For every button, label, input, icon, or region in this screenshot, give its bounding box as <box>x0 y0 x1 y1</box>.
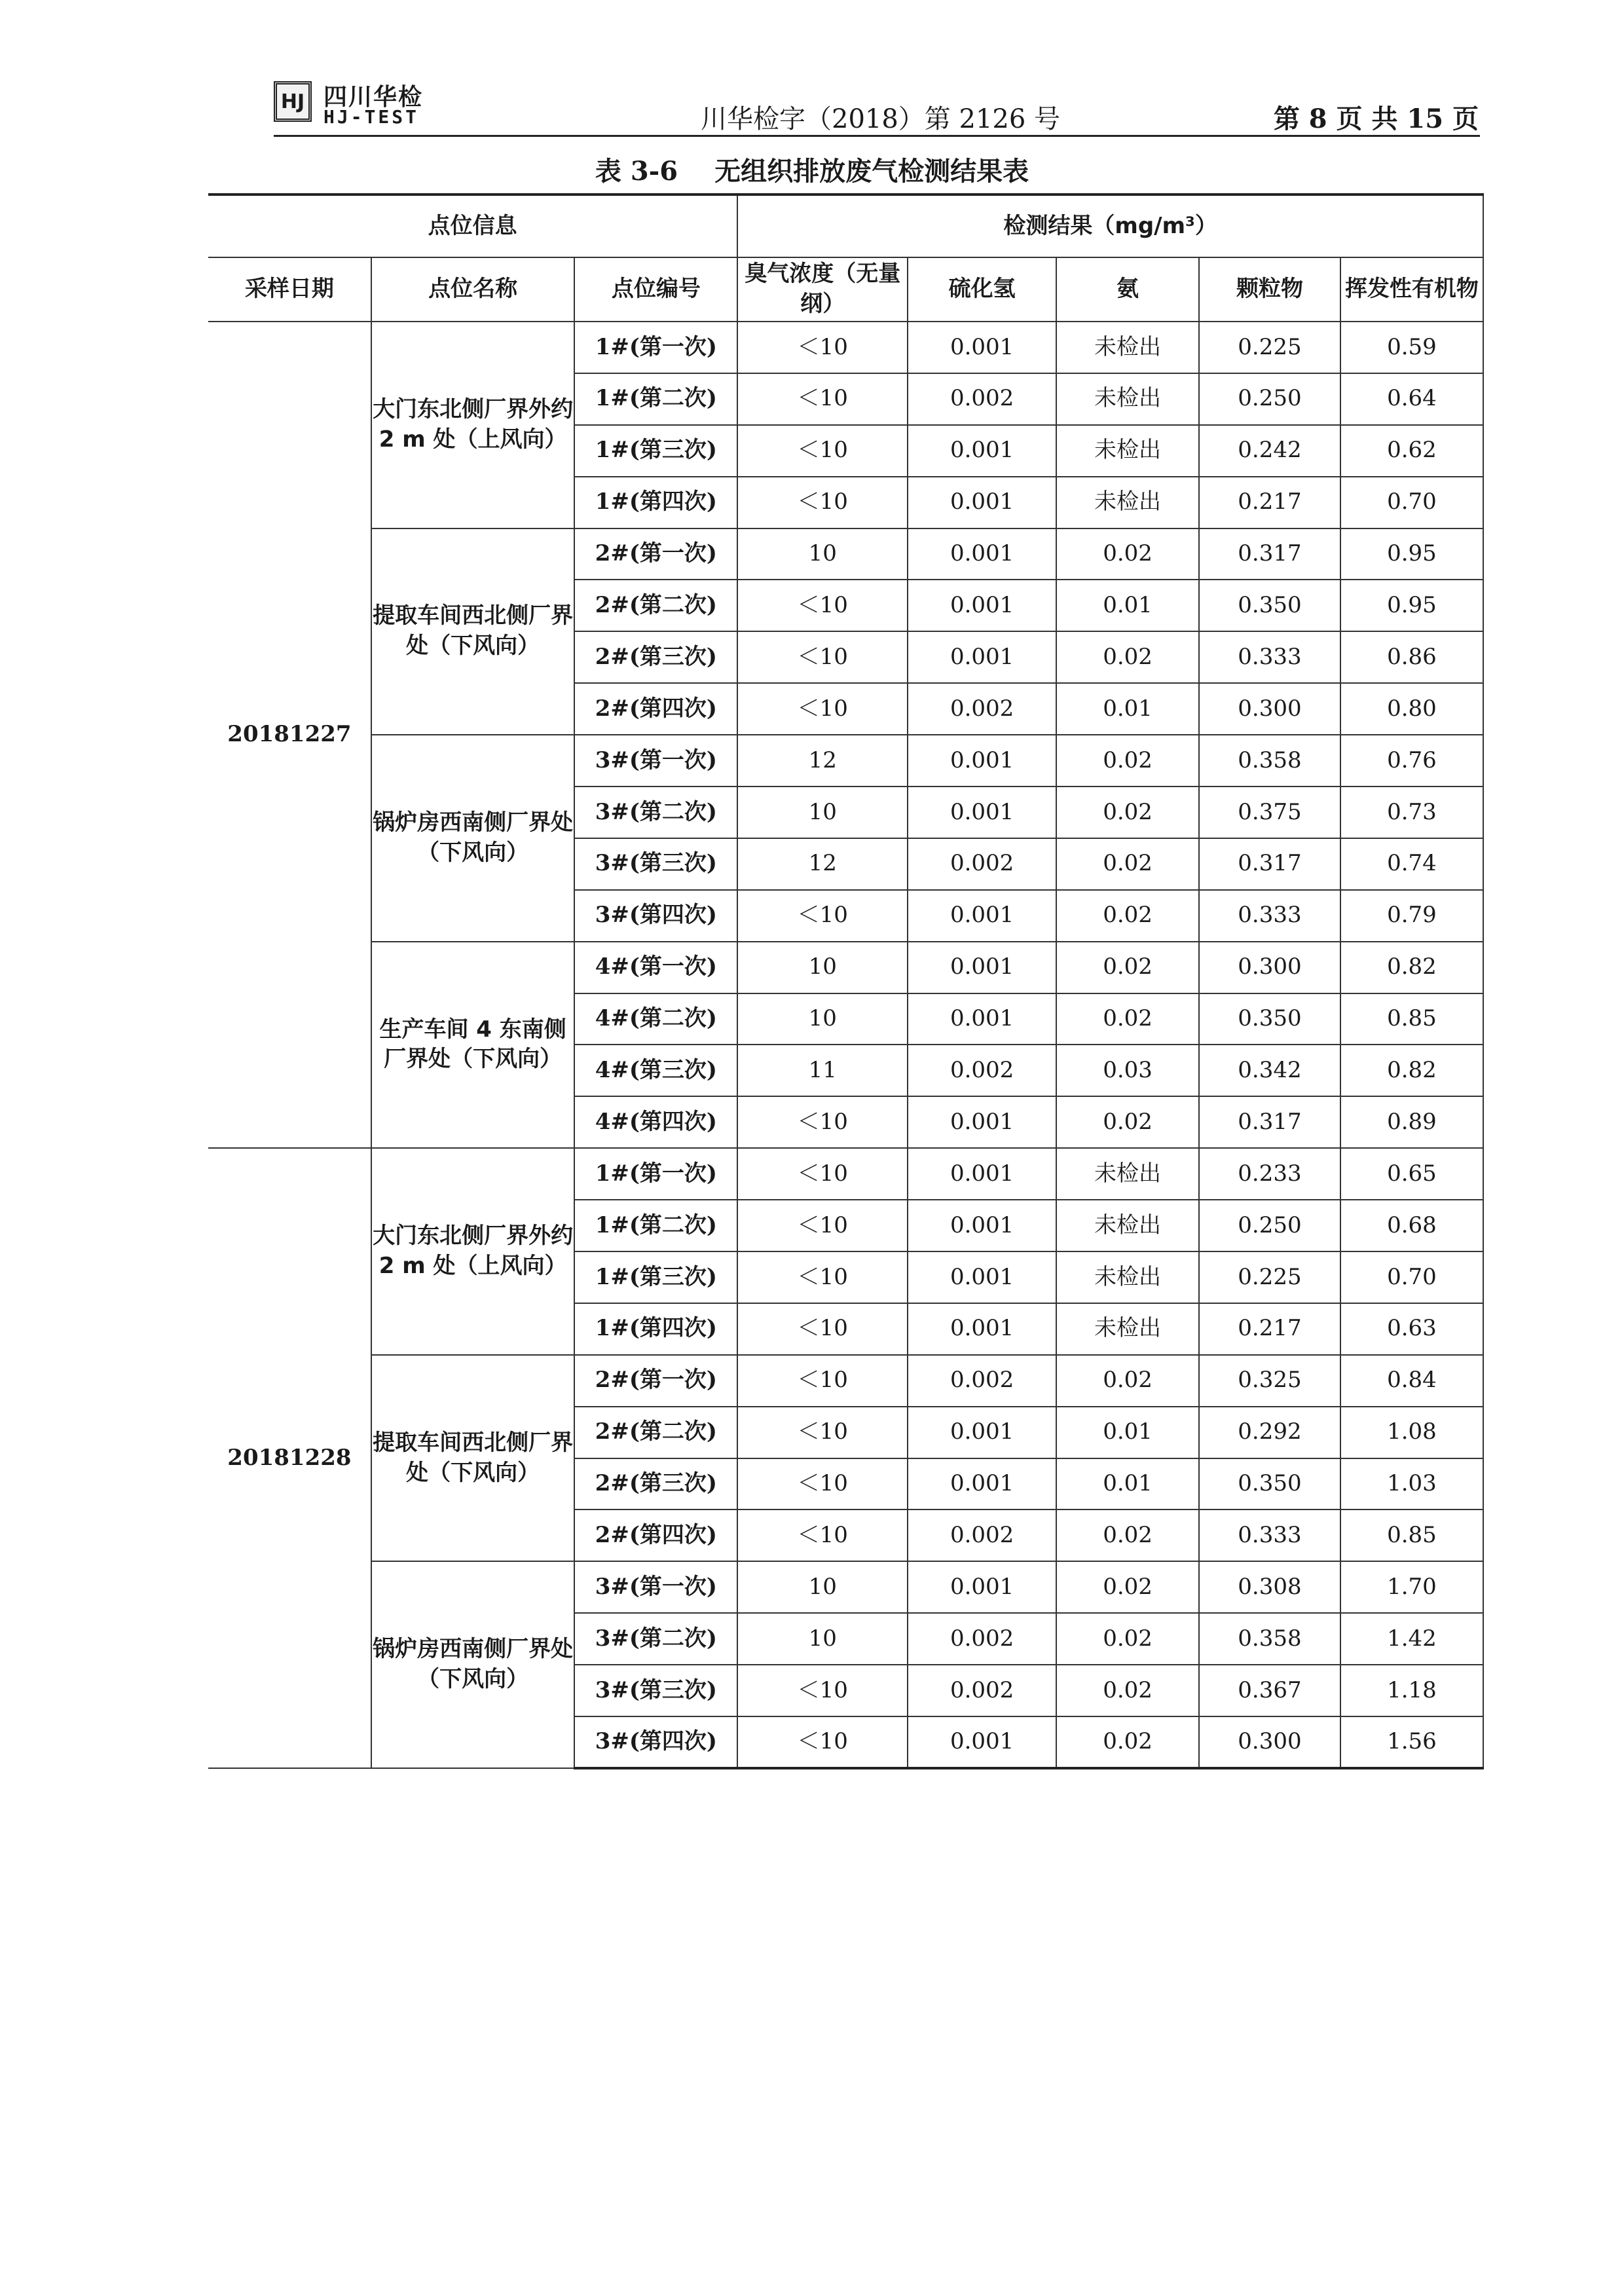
odor-cell: 10 <box>737 528 908 580</box>
h2s-cell: 0.002 <box>908 373 1056 425</box>
odor-cell: ＜10 <box>737 1665 908 1716</box>
voc-cell: 0.85 <box>1340 1509 1483 1561</box>
point-id-cell: 3#(第一次) <box>574 1561 737 1613</box>
particulate-cell: 0.317 <box>1199 528 1340 580</box>
voc-cell: 0.82 <box>1340 1045 1483 1096</box>
particulate-cell: 0.225 <box>1199 1251 1340 1303</box>
table-row <box>208 322 1483 373</box>
ammonia-cell: 0.02 <box>1056 838 1199 890</box>
odor-cell: ＜10 <box>737 1096 908 1148</box>
ammonia-cell: 0.02 <box>1056 1561 1199 1613</box>
ammonia-cell: 0.02 <box>1056 1509 1199 1561</box>
h2s-cell: 0.001 <box>908 580 1056 631</box>
point-id-cell: 1#(第二次) <box>574 1200 737 1251</box>
particulate-cell: 0.217 <box>1199 1303 1340 1355</box>
point-id-cell: 3#(第四次) <box>574 1716 737 1768</box>
particulate-cell: 0.358 <box>1199 735 1340 787</box>
point-id-cell: 3#(第三次) <box>574 838 737 890</box>
voc-cell: 0.89 <box>1340 1096 1483 1148</box>
voc-cell: 0.76 <box>1340 735 1483 787</box>
voc-cell: 1.18 <box>1340 1665 1483 1716</box>
h2s-cell: 0.002 <box>908 838 1056 890</box>
odor-cell: ＜10 <box>737 1355 908 1407</box>
point-id-cell: 3#(第一次) <box>574 735 737 787</box>
ammonia-cell: 0.02 <box>1056 993 1199 1045</box>
ammonia-cell: 0.02 <box>1056 528 1199 580</box>
point-id-cell: 2#(第四次) <box>574 1509 737 1561</box>
voc-cell: 0.82 <box>1340 942 1483 993</box>
odor-cell: ＜10 <box>737 373 908 425</box>
odor-cell: ＜10 <box>737 1458 908 1510</box>
h2s-cell: 0.001 <box>908 1200 1056 1251</box>
h2s-cell: 0.001 <box>908 1096 1056 1148</box>
col-h2s-header: 硫化氢 <box>908 257 1056 322</box>
table-row <box>208 1561 1483 1613</box>
odor-cell: 10 <box>737 993 908 1045</box>
point-id-cell: 2#(第一次) <box>574 528 737 580</box>
voc-cell: 0.62 <box>1340 425 1483 477</box>
ammonia-cell: 0.03 <box>1056 1045 1199 1096</box>
results-header: 检测结果（mg/m³） <box>737 194 1483 257</box>
voc-cell: 0.73 <box>1340 787 1483 838</box>
odor-cell: ＜10 <box>737 1716 908 1768</box>
ammonia-cell: 未检出 <box>1056 1148 1199 1200</box>
table-caption <box>0 151 1624 188</box>
voc-cell: 0.70 <box>1340 477 1483 528</box>
location-name-cell: 锅炉房西南侧厂界处（下风向） <box>371 735 575 942</box>
h2s-cell: 0.001 <box>908 425 1056 477</box>
point-id-cell: 3#(第二次) <box>574 1613 737 1665</box>
point-id-cell: 4#(第二次) <box>574 993 737 1045</box>
point-id-cell: 1#(第一次) <box>574 1148 737 1200</box>
voc-cell: 0.74 <box>1340 838 1483 890</box>
ammonia-cell: 0.02 <box>1056 1355 1199 1407</box>
point-id-cell: 2#(第二次) <box>574 1407 737 1458</box>
h2s-cell: 0.001 <box>908 1407 1056 1458</box>
ammonia-cell: 未检出 <box>1056 425 1199 477</box>
ammonia-cell: 0.02 <box>1056 787 1199 838</box>
h2s-cell: 0.001 <box>908 1148 1056 1200</box>
voc-cell: 1.42 <box>1340 1613 1483 1665</box>
h2s-cell: 0.002 <box>908 1665 1056 1716</box>
odor-cell: ＜10 <box>737 425 908 477</box>
table-row <box>208 528 1483 580</box>
odor-cell: 11 <box>737 1045 908 1096</box>
particulate-cell: 0.350 <box>1199 993 1340 1045</box>
col-date-header: 采样日期 <box>208 257 371 322</box>
ammonia-cell: 0.01 <box>1056 1458 1199 1510</box>
h2s-cell: 0.001 <box>908 1251 1056 1303</box>
odor-cell: ＜10 <box>737 1148 908 1200</box>
col-location-header: 点位名称 <box>371 257 575 322</box>
table-title: 无组织排放废气检测结果表 <box>714 156 1029 187</box>
point-id-cell: 1#(第二次) <box>574 373 737 425</box>
point-info-header: 点位信息 <box>208 194 737 257</box>
ammonia-cell: 0.02 <box>1056 1716 1199 1768</box>
h2s-cell: 0.002 <box>908 1509 1056 1561</box>
ammonia-cell: 0.01 <box>1056 580 1199 631</box>
odor-cell: ＜10 <box>737 1303 908 1355</box>
voc-cell: 0.86 <box>1340 631 1483 683</box>
location-name-cell: 生产车间 4 东南侧厂界处（下风向） <box>371 942 575 1149</box>
point-id-cell: 3#(第三次) <box>574 1665 737 1716</box>
point-id-cell: 4#(第四次) <box>574 1096 737 1148</box>
point-id-cell: 1#(第三次) <box>574 1251 737 1303</box>
location-name-cell: 大门东北侧厂界外约 2 m 处（上风向） <box>371 1148 575 1355</box>
particulate-cell: 0.225 <box>1199 322 1340 373</box>
point-id-cell: 3#(第二次) <box>574 787 737 838</box>
particulate-cell: 0.325 <box>1199 1355 1340 1407</box>
table-number: 表 3-6 <box>595 156 678 187</box>
voc-cell: 0.84 <box>1340 1355 1483 1407</box>
voc-cell: 0.70 <box>1340 1251 1483 1303</box>
h2s-cell: 0.002 <box>908 1045 1056 1096</box>
odor-cell: ＜10 <box>737 683 908 735</box>
table-row <box>208 942 1483 993</box>
point-id-cell: 2#(第一次) <box>574 1355 737 1407</box>
h2s-cell: 0.001 <box>908 1561 1056 1613</box>
particulate-cell: 0.250 <box>1199 1200 1340 1251</box>
col-ammonia-header: 氨 <box>1056 257 1199 322</box>
group-header-row <box>208 194 1483 257</box>
ammonia-cell: 0.02 <box>1056 890 1199 942</box>
odor-cell: ＜10 <box>737 477 908 528</box>
sampling-date-cell: 20181228 <box>208 1148 371 1768</box>
ammonia-cell: 未检出 <box>1056 322 1199 373</box>
logo-mark: HJ <box>274 81 312 122</box>
point-id-cell: 2#(第二次) <box>574 580 737 631</box>
particulate-cell: 0.300 <box>1199 942 1340 993</box>
h2s-cell: 0.001 <box>908 993 1056 1045</box>
point-id-cell: 1#(第四次) <box>574 1303 737 1355</box>
odor-cell: ＜10 <box>737 631 908 683</box>
odor-cell: 12 <box>737 735 908 787</box>
particulate-cell: 0.300 <box>1199 683 1340 735</box>
ammonia-cell: 未检出 <box>1056 1251 1199 1303</box>
logo-english-name: HJ-TEST <box>323 106 420 128</box>
h2s-cell: 0.002 <box>908 683 1056 735</box>
col-voc-header: 挥发性有机物 <box>1340 257 1483 322</box>
ammonia-cell: 未检出 <box>1056 477 1199 528</box>
particulate-cell: 0.233 <box>1199 1148 1340 1200</box>
particulate-cell: 0.333 <box>1199 631 1340 683</box>
point-id-cell: 1#(第一次) <box>574 322 737 373</box>
ammonia-cell: 0.01 <box>1056 1407 1199 1458</box>
particulate-cell: 0.333 <box>1199 890 1340 942</box>
h2s-cell: 0.002 <box>908 1355 1056 1407</box>
col-particulate-header: 颗粒物 <box>1199 257 1340 322</box>
document-number: 川华检字（2018）第 2126 号 <box>701 104 1061 134</box>
ammonia-cell: 未检出 <box>1056 373 1199 425</box>
particulate-cell: 0.358 <box>1199 1613 1340 1665</box>
odor-cell: ＜10 <box>737 890 908 942</box>
point-id-cell: 2#(第四次) <box>574 683 737 735</box>
point-id-cell: 2#(第三次) <box>574 1458 737 1510</box>
particulate-cell: 0.292 <box>1199 1407 1340 1458</box>
table-row <box>208 1355 1483 1407</box>
particulate-cell: 0.367 <box>1199 1665 1340 1716</box>
particulate-cell: 0.308 <box>1199 1561 1340 1613</box>
particulate-cell: 0.250 <box>1199 373 1340 425</box>
voc-cell: 0.80 <box>1340 683 1483 735</box>
h2s-cell: 0.001 <box>908 322 1056 373</box>
voc-cell: 1.08 <box>1340 1407 1483 1458</box>
particulate-cell: 0.342 <box>1199 1045 1340 1096</box>
point-id-cell: 4#(第一次) <box>574 942 737 993</box>
voc-cell: 0.79 <box>1340 890 1483 942</box>
h2s-cell: 0.001 <box>908 631 1056 683</box>
odor-cell: 12 <box>737 838 908 890</box>
voc-cell: 0.85 <box>1340 993 1483 1045</box>
h2s-cell: 0.001 <box>908 942 1056 993</box>
h2s-cell: 0.001 <box>908 1303 1056 1355</box>
location-name-cell: 提取车间西北侧厂界处（下风向） <box>371 528 575 735</box>
particulate-cell: 0.217 <box>1199 477 1340 528</box>
voc-cell: 0.95 <box>1340 580 1483 631</box>
point-id-cell: 1#(第四次) <box>574 477 737 528</box>
odor-cell: 10 <box>737 1613 908 1665</box>
col-odor-header: 臭气浓度（无量纲） <box>737 257 908 322</box>
h2s-cell: 0.001 <box>908 528 1056 580</box>
point-id-cell: 4#(第三次) <box>574 1045 737 1096</box>
voc-cell: 1.03 <box>1340 1458 1483 1510</box>
h2s-cell: 0.001 <box>908 477 1056 528</box>
col-point-id-header: 点位编号 <box>574 257 737 322</box>
logo-chinese-name: 四川华检 <box>323 84 424 111</box>
results-table <box>208 193 1484 1769</box>
ammonia-cell: 0.02 <box>1056 1096 1199 1148</box>
header-divider <box>274 135 1480 137</box>
location-name-cell: 锅炉房西南侧厂界处（下风向） <box>371 1561 575 1768</box>
table-row <box>208 1148 1483 1200</box>
particulate-cell: 0.350 <box>1199 1458 1340 1510</box>
particulate-cell: 0.317 <box>1199 1096 1340 1148</box>
page-info: 第 8 页 共 15 页 <box>1273 103 1479 134</box>
h2s-cell: 0.001 <box>908 787 1056 838</box>
h2s-cell: 0.001 <box>908 1716 1056 1768</box>
ammonia-cell: 0.02 <box>1056 631 1199 683</box>
odor-cell: ＜10 <box>737 322 908 373</box>
odor-cell: ＜10 <box>737 1251 908 1303</box>
ammonia-cell: 0.02 <box>1056 1665 1199 1716</box>
point-id-cell: 1#(第三次) <box>574 425 737 477</box>
point-id-cell: 3#(第四次) <box>574 890 737 942</box>
odor-cell: 10 <box>737 1561 908 1613</box>
ammonia-cell: 未检出 <box>1056 1200 1199 1251</box>
particulate-cell: 0.333 <box>1199 1509 1340 1561</box>
particulate-cell: 0.350 <box>1199 580 1340 631</box>
particulate-cell: 0.300 <box>1199 1716 1340 1768</box>
h2s-cell: 0.001 <box>908 735 1056 787</box>
voc-cell: 0.95 <box>1340 528 1483 580</box>
voc-cell: 1.56 <box>1340 1716 1483 1768</box>
location-name-cell: 提取车间西北侧厂界处（下风向） <box>371 1355 575 1562</box>
particulate-cell: 0.317 <box>1199 838 1340 890</box>
h2s-cell: 0.001 <box>908 890 1056 942</box>
voc-cell: 0.64 <box>1340 373 1483 425</box>
results-body <box>208 322 1483 1768</box>
voc-cell: 0.59 <box>1340 322 1483 373</box>
odor-cell: ＜10 <box>737 1407 908 1458</box>
point-id-cell: 2#(第三次) <box>574 631 737 683</box>
particulate-cell: 0.242 <box>1199 425 1340 477</box>
ammonia-cell: 未检出 <box>1056 1303 1199 1355</box>
voc-cell: 0.63 <box>1340 1303 1483 1355</box>
sampling-date-cell: 20181227 <box>208 322 371 1148</box>
voc-cell: 1.70 <box>1340 1561 1483 1613</box>
odor-cell: ＜10 <box>737 1509 908 1561</box>
h2s-cell: 0.002 <box>908 1613 1056 1665</box>
odor-cell: ＜10 <box>737 1200 908 1251</box>
odor-cell: 10 <box>737 787 908 838</box>
ammonia-cell: 0.02 <box>1056 1613 1199 1665</box>
table-row <box>208 735 1483 787</box>
voc-cell: 0.65 <box>1340 1148 1483 1200</box>
column-header-row <box>208 257 1483 322</box>
odor-cell: 10 <box>737 942 908 993</box>
h2s-cell: 0.001 <box>908 1458 1056 1510</box>
particulate-cell: 0.375 <box>1199 787 1340 838</box>
voc-cell: 0.68 <box>1340 1200 1483 1251</box>
ammonia-cell: 0.01 <box>1056 683 1199 735</box>
location-name-cell: 大门东北侧厂界外约 2 m 处（上风向） <box>371 322 575 528</box>
ammonia-cell: 0.02 <box>1056 942 1199 993</box>
odor-cell: ＜10 <box>737 580 908 631</box>
ammonia-cell: 0.02 <box>1056 735 1199 787</box>
company-logo <box>274 77 470 130</box>
